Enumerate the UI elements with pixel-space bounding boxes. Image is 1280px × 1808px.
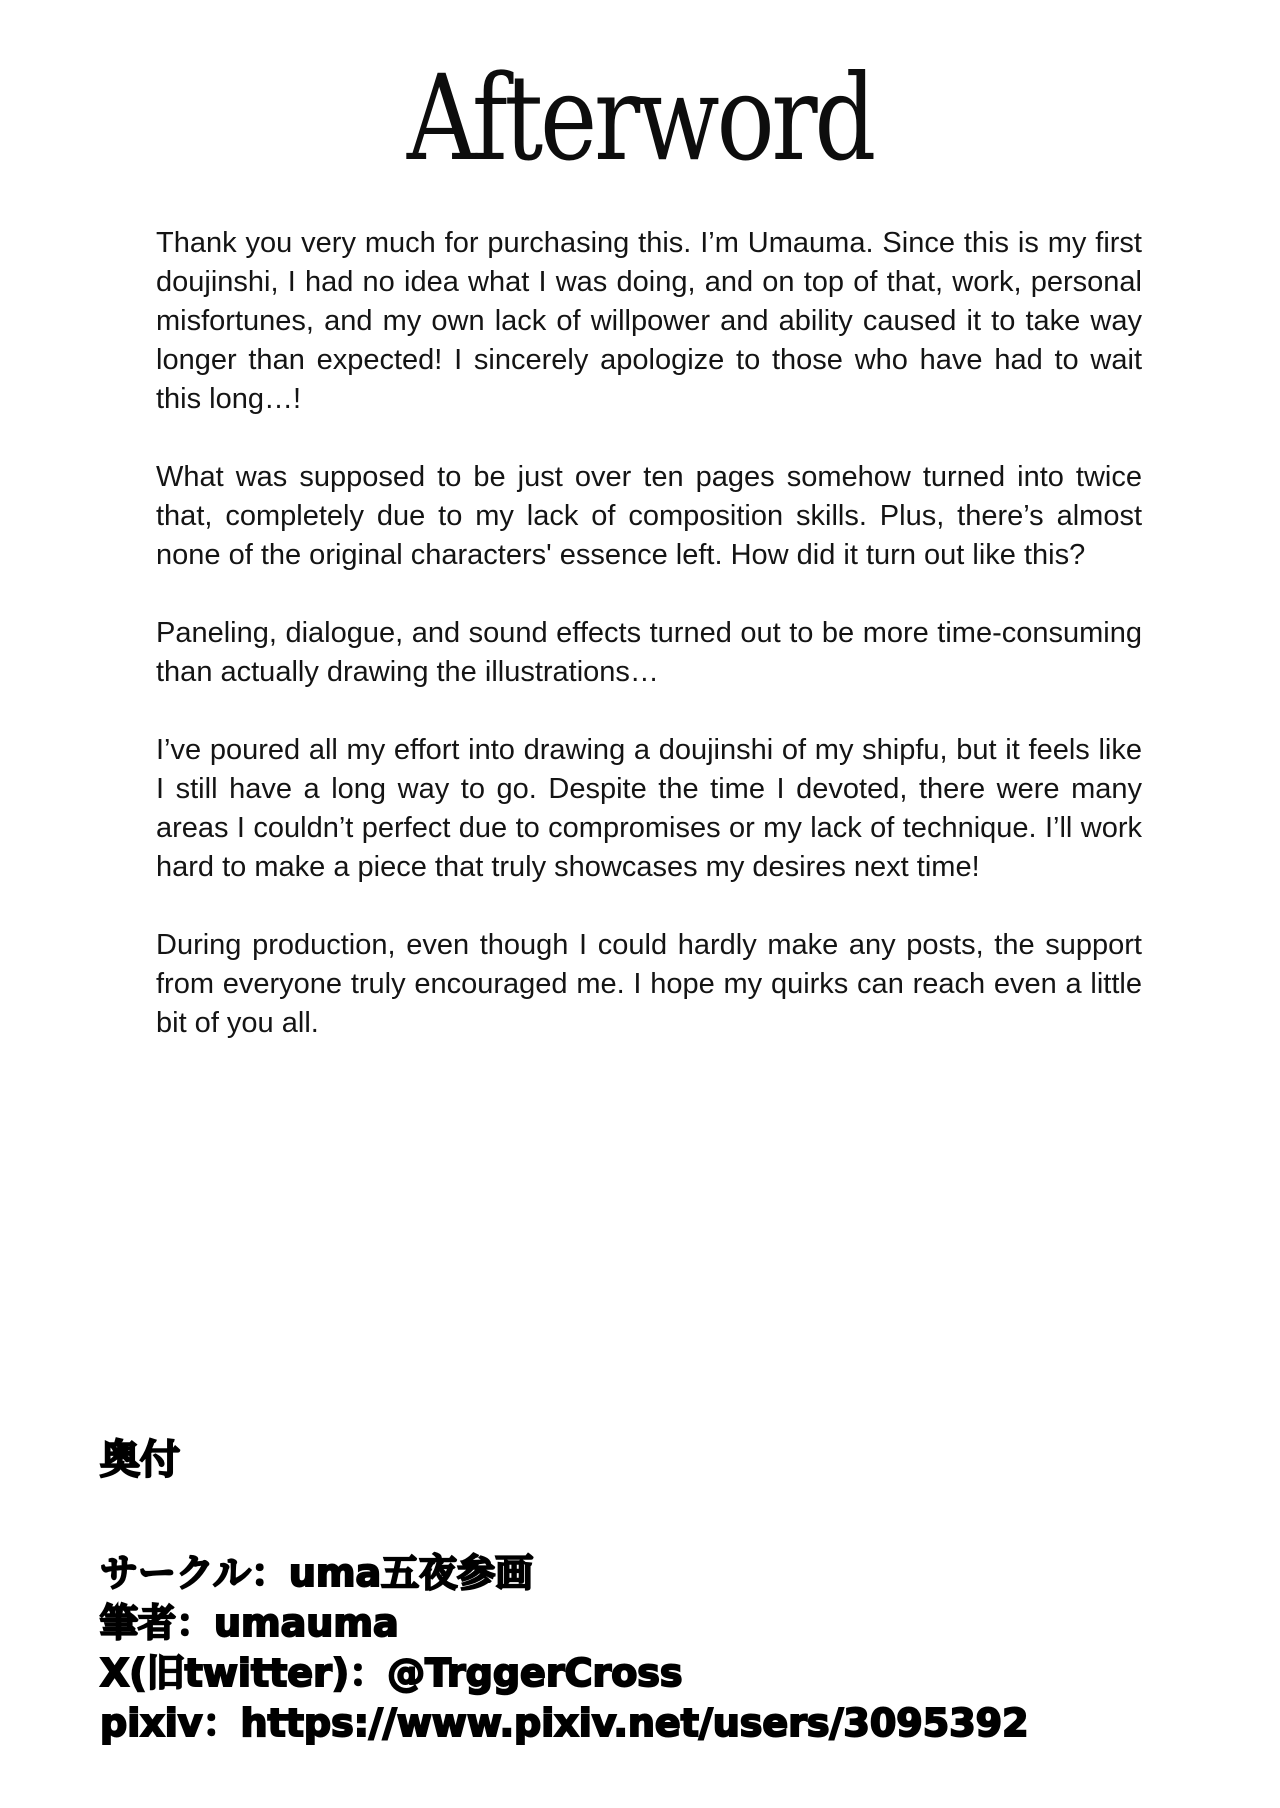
colophon-heading: 奥付 [100, 1437, 180, 1483]
colophon-circle: サークル：uma五夜参画 [100, 1551, 534, 1595]
paragraph: I’ve poured all my effort into drawing a doujinshi of my shipfu, but it feels like I still have a long way to go. Despite the time I devoted, there were many areas I couldn’t perfect due to compromises or my lack of technique. I’ll work hard to make a piece that truly showcases my desires next time! [156, 734, 1142, 883]
colophon [100, 1436, 1200, 1748]
colophon-pixiv: pixiv：https://www.pixiv.net/users/3095392 [100, 1701, 1029, 1745]
paragraph: What was supposed to be just over ten pages somehow turned into twice that, completely due to my lack of composition skills. Plus, there’s almost none of the original characters' essence left. How did it turn out like this? [156, 461, 1142, 571]
paragraph: Thank you very much for purchasing this. I’m Umauma. Since this is my first doujinshi, I had no idea what I was doing, and on top of that, work, personal misfortunes, and my own lack of willpower and ability caused it to take way longer than expected! I sincerely apologize to those who have had to wait this long…! [156, 227, 1142, 415]
page-title: Afterword [406, 49, 874, 187]
colophon-x-account: X(旧twitter)：@TrggerCross [100, 1651, 683, 1695]
afterword-body [156, 224, 1142, 1082]
paragraph: During production, even though I could hardly make any posts, the support from everyone truly encouraged me. I hope my quirks can reach even a little bit of you all. [156, 929, 1142, 1039]
colophon-author: 筆者：umauma [100, 1601, 399, 1645]
paragraph: Paneling, dialogue, and sound effects turned out to be more time-consuming than actually drawing the illustrations… [156, 617, 1142, 688]
